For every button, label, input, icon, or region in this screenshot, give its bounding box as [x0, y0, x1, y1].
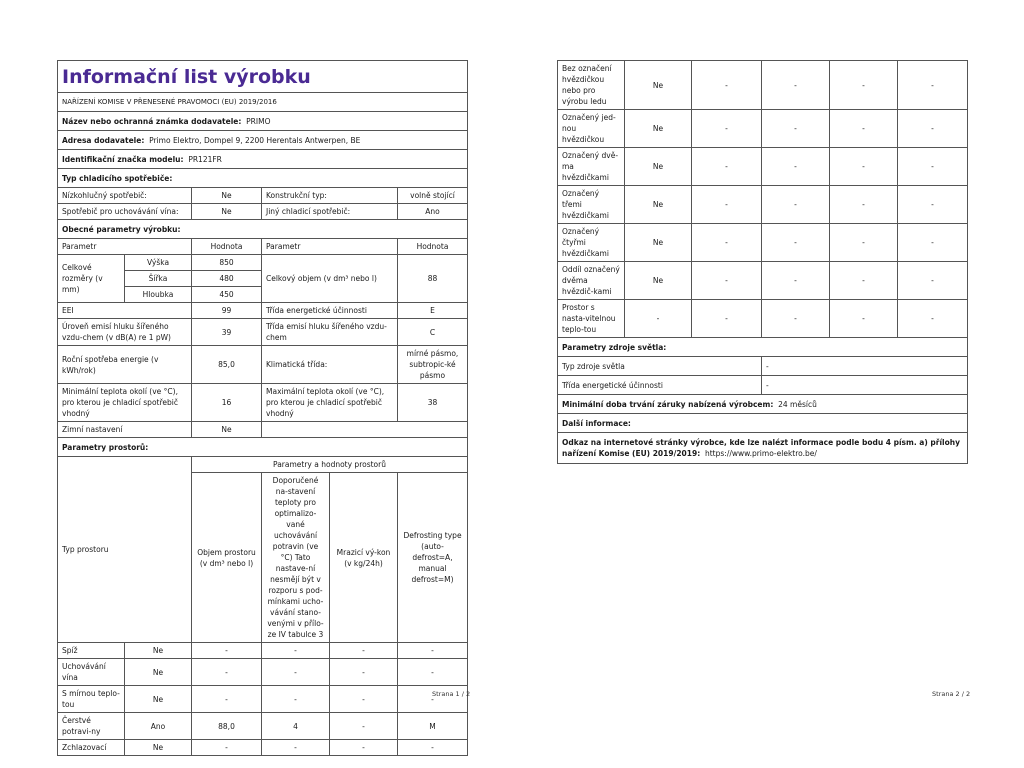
height-label: Výška — [125, 255, 192, 271]
min-temp-value: 16 — [192, 384, 262, 422]
table-row — [558, 300, 968, 338]
address-label: Adresa dodavatele: — [62, 135, 145, 145]
row-present: Ne — [125, 659, 192, 686]
type-heading: Typ chladicího spotřebiče: — [58, 169, 468, 188]
light-type-value: - — [762, 357, 968, 376]
row-defrost: - — [898, 186, 968, 224]
row-name: Spíž — [58, 643, 125, 659]
depth-value: 450 — [192, 287, 262, 303]
supplier-brand-row — [58, 112, 468, 131]
row-freeze: - — [830, 300, 898, 338]
row-defrost: - — [898, 262, 968, 300]
height-value: 850 — [192, 255, 262, 271]
row-temp: - — [762, 148, 830, 186]
table-row — [58, 713, 468, 740]
row-volume: - — [692, 300, 762, 338]
brand-label: Název nebo ochranná známka dodavatele: — [62, 116, 242, 126]
col-temp-header: Doporučené na-stavení teploty pro optimalizo-vané uchovávání potravin (ve °C) Tato nastave-ní nesmějí být v rozporu s pod-mínkami ucho-vávání stano-venými v přílo-ze IV tabulce 3 — [262, 473, 330, 643]
row-volume: - — [692, 262, 762, 300]
supplier-address-row — [58, 131, 468, 150]
table-row — [58, 643, 468, 659]
link-label: Odkaz na internetové stránky výrobce, kde lze nalézt informace podle bodu 4 písm. a) přílohy nařízení Komise (EU) 2019/2019: — [562, 438, 960, 458]
row-volume: - — [192, 686, 262, 713]
min-temp-label: Minimální teplota okolí (ve °C), pro kterou je chladicí spotřebič vhodný — [58, 384, 192, 422]
wine-value: Ne — [192, 204, 262, 220]
noise-class-label: Třída emisí hluku šířeného vzdu-chem — [262, 319, 398, 346]
table-row — [558, 262, 968, 300]
annual-value: 85,0 — [192, 346, 262, 384]
row-freeze: - — [330, 659, 398, 686]
table-row — [58, 740, 468, 756]
warranty-row — [558, 395, 968, 414]
page-number-1: Strana 1 / 2 — [432, 690, 471, 698]
annual-label: Roční spotřeba energie (v kWh/rok) — [58, 346, 192, 384]
address-value: Primo Elektro, Dompel 9, 2200 Herentals Antwerpen, BE — [149, 135, 361, 145]
page-2 — [557, 60, 968, 464]
row-temp: - — [262, 659, 330, 686]
row-present: Ano — [125, 713, 192, 740]
row-freeze: - — [830, 224, 898, 262]
row-name: S mírnou teplo-tou — [58, 686, 125, 713]
row-temp: - — [262, 740, 330, 756]
row-name: Označený čtyřmi hvězdičkami — [558, 224, 625, 262]
noise-label: Úroveň emisí hluku šířeného vzdu-chem (v dB(A) re 1 pW) — [58, 319, 192, 346]
volume-label: Celkový objem (v dm³ nebo l) — [262, 255, 398, 303]
row-temp: - — [762, 224, 830, 262]
winter-value: Ne — [192, 422, 262, 438]
row-present: Ne — [125, 740, 192, 756]
max-temp-label: Maximální teplota okolí (ve °C), pro kterou je chladicí spotřebič vhodný — [262, 384, 398, 422]
page-1 — [57, 60, 471, 756]
row-freeze: - — [330, 713, 398, 740]
row-freeze: - — [330, 686, 398, 713]
row-present: Ne — [625, 186, 692, 224]
low-noise-value: Ne — [192, 188, 262, 204]
table-row — [558, 224, 968, 262]
row-defrost: - — [898, 61, 968, 110]
general-heading: Obecné parametry výrobku: — [58, 220, 468, 239]
row-freeze: - — [830, 262, 898, 300]
brand-value: PRIMO — [246, 116, 271, 126]
col-volume-header: Objem prostoru (v dm³ nebo l) — [192, 473, 262, 643]
row-volume: - — [692, 110, 762, 148]
other-label: Jiný chladicí spotřebič: — [262, 204, 398, 220]
row-temp: - — [262, 643, 330, 659]
row-present: Ne — [625, 224, 692, 262]
other-value: Ano — [398, 204, 468, 220]
light-heading: Parametry zdroje světla: — [558, 338, 968, 357]
model-row — [58, 150, 468, 169]
row-freeze: - — [830, 148, 898, 186]
row-present: - — [625, 300, 692, 338]
info-table-page-1 — [57, 60, 471, 756]
row-present: Ne — [625, 110, 692, 148]
col-param-header-2: Parametr — [262, 239, 398, 255]
row-temp: - — [762, 186, 830, 224]
row-name: Zchlazovací — [58, 740, 125, 756]
row-name: Čerstvé potravi-ny — [58, 713, 125, 740]
climate-label: Klimatická třída: — [262, 346, 398, 384]
row-temp: - — [262, 686, 330, 713]
table-row — [558, 110, 968, 148]
col-type-header: Typ prostoru — [58, 457, 192, 643]
row-volume: - — [692, 224, 762, 262]
light-class-value: - — [762, 376, 968, 395]
row-name: Označený dvě-ma hvězdičkami — [558, 148, 625, 186]
table-row — [58, 686, 468, 713]
row-defrost: M — [398, 713, 468, 740]
extra-heading: Další informace: — [558, 414, 968, 433]
row-present: Ne — [625, 148, 692, 186]
dims-label: Celkové rozměry (v mm) — [58, 255, 125, 303]
low-noise-label: Nízkohlučný spotřebič: — [58, 188, 192, 204]
winter-label: Zimní nastavení — [58, 422, 192, 438]
row-present: Ne — [625, 262, 692, 300]
noise-class-value: C — [398, 319, 468, 346]
model-label: Identifikační značka modelu: — [62, 154, 184, 164]
col-defrost-header: Defrosting type (auto-defrost=A, manual defrost=M) — [398, 473, 468, 643]
group-header: Parametry a hodnoty prostorů — [192, 457, 468, 473]
table-row — [58, 659, 468, 686]
energy-class-label: Třída energetické účinnosti — [262, 303, 398, 319]
light-class-label: Třída energetické účinnosti — [558, 376, 762, 395]
row-volume: - — [192, 643, 262, 659]
row-temp: - — [762, 61, 830, 110]
light-type-label: Typ zdroje světla — [558, 357, 762, 376]
row-name: Označený jed-nou hvězdičkou — [558, 110, 625, 148]
table-row — [558, 186, 968, 224]
col-value-header-2: Hodnota — [398, 239, 468, 255]
page-title: Informační list výrobku — [62, 66, 311, 88]
row-defrost: - — [398, 643, 468, 659]
row-defrost: - — [398, 659, 468, 686]
eei-label: EEI — [58, 303, 192, 319]
row-defrost: - — [898, 224, 968, 262]
eei-value: 99 — [192, 303, 262, 319]
page-number-2: Strana 2 / 2 — [932, 690, 971, 698]
row-temp: - — [762, 262, 830, 300]
col-value-header: Hodnota — [192, 239, 262, 255]
row-freeze: - — [830, 61, 898, 110]
row-volume: - — [692, 61, 762, 110]
volume-value: 88 — [398, 255, 468, 303]
row-present: Ne — [625, 61, 692, 110]
row-volume: - — [692, 148, 762, 186]
table-row — [558, 148, 968, 186]
model-value: PR121FR — [188, 154, 222, 164]
construction-value: volně stojící — [398, 188, 468, 204]
row-volume: - — [192, 740, 262, 756]
noise-value: 39 — [192, 319, 262, 346]
info-table-page-2 — [557, 60, 968, 464]
width-value: 480 — [192, 271, 262, 287]
manufacturer-link[interactable]: https://www.primo-elektro.be/ — [704, 449, 817, 458]
construction-label: Konstrukční typ: — [262, 188, 398, 204]
warranty-label: Minimální doba trvání záruky nabízená výrobcem: — [562, 399, 774, 409]
table-row — [558, 61, 968, 110]
wine-label: Spotřebič pro uchovávání vína: — [58, 204, 192, 220]
max-temp-value: 38 — [398, 384, 468, 422]
col-freeze-header: Mrazicí vý-kon (v kg/24h) — [330, 473, 398, 643]
row-defrost: - — [398, 740, 468, 756]
row-defrost: - — [398, 686, 468, 713]
climate-value: mírné pásmo, subtropic-ké pásmo — [398, 346, 468, 384]
row-temp: - — [762, 110, 830, 148]
row-freeze: - — [330, 643, 398, 659]
row-volume: - — [192, 659, 262, 686]
row-name: Oddíl označený dvěma hvězdič-kami — [558, 262, 625, 300]
link-row — [558, 433, 968, 464]
compartments-heading: Parametry prostorů: — [58, 438, 468, 457]
regulation-text: NAŘÍZENÍ KOMISE V PŘENESENÉ PRAVOMOCI (EU) 2019/2016 — [58, 93, 468, 112]
warranty-value: 24 měsíců — [778, 399, 817, 409]
row-temp: - — [762, 300, 830, 338]
row-freeze: - — [330, 740, 398, 756]
row-name: Uchovávání vína — [58, 659, 125, 686]
row-freeze: - — [830, 186, 898, 224]
row-volume: 88,0 — [192, 713, 262, 740]
row-present: Ne — [125, 643, 192, 659]
depth-label: Hloubka — [125, 287, 192, 303]
row-present: Ne — [125, 686, 192, 713]
row-defrost: - — [898, 300, 968, 338]
row-defrost: - — [898, 110, 968, 148]
row-name: Prostor s nasta-vitelnou teplo-tou — [558, 300, 625, 338]
row-name: Označený třemi hvězdičkami — [558, 186, 625, 224]
width-label: Šířka — [125, 271, 192, 287]
energy-class-value: E — [398, 303, 468, 319]
row-defrost: - — [898, 148, 968, 186]
col-param-header: Parametr — [58, 239, 192, 255]
row-name: Bez označení hvězdičkou nebo pro výrobu ledu — [558, 61, 625, 110]
row-temp: 4 — [262, 713, 330, 740]
row-volume: - — [692, 186, 762, 224]
row-freeze: - — [830, 110, 898, 148]
